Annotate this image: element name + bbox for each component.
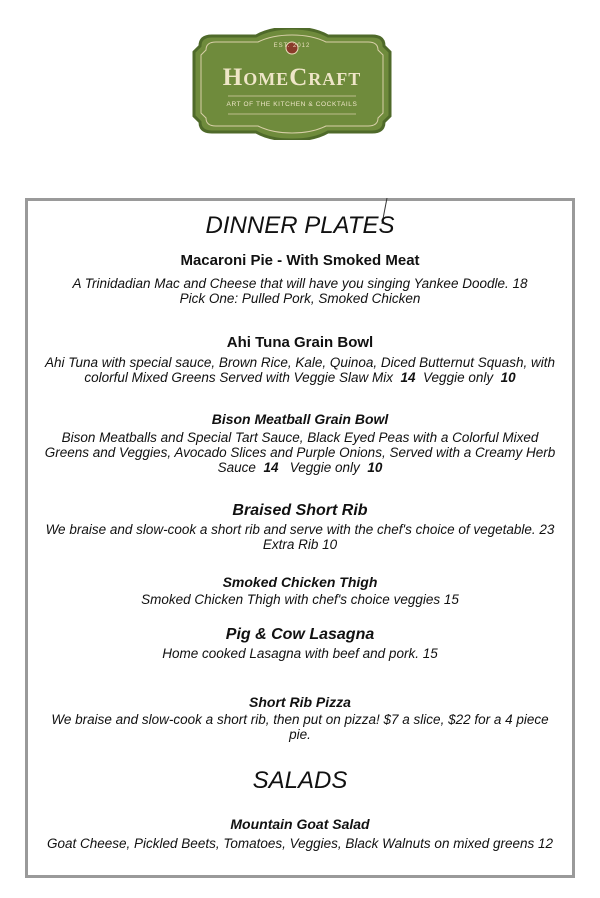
item-desc-braised-short-rib xyxy=(30,522,570,552)
item-desc-smoked-chicken-thigh xyxy=(30,592,570,607)
item-desc-macaroni-pie xyxy=(30,276,570,306)
desc-line: We braise and slow-cook a short rib and serve with the chef's choice of vegetable. 23 xyxy=(45,522,555,537)
desc-line: pie. xyxy=(289,727,311,742)
item-name-braised-short-rib: Braised Short Rib xyxy=(232,502,368,519)
item-name-short-rib-pizza: Short Rib Pizza xyxy=(249,694,351,710)
section-title-salads: SALADS xyxy=(252,767,348,794)
item-desc-mountain-goat-salad xyxy=(30,836,570,851)
desc-line: Home cooked Lasagna with beef and pork. 15 xyxy=(162,646,438,661)
desc-text: colorful Mixed Greens Served with Veggie Slaw Mix xyxy=(84,370,393,385)
veggie-price: 10 xyxy=(500,370,516,385)
desc-line: Bison Meatballs and Special Tart Sauce, Black Eyed Peas with a Colorful Mixed xyxy=(61,430,539,445)
logo-tagline: ART OF THE KITCHEN & COCKTAILS xyxy=(226,101,358,108)
item-price: 14 xyxy=(263,460,279,475)
item-name-mountain-goat-salad: Mountain Goat Salad xyxy=(230,816,370,832)
homecraft-logo xyxy=(186,28,398,140)
desc-line: We braise and slow-cook a short rib, then put on pizza! $7 a slice, $22 for a 4 piece xyxy=(51,712,549,727)
item-desc-bison-meatball xyxy=(30,430,570,475)
desc-text: Sauce xyxy=(217,460,256,475)
item-desc-short-rib-pizza xyxy=(30,712,570,742)
desc-line: Smoked Chicken Thigh with chef's choice veggies 15 xyxy=(141,592,459,607)
desc-line: A Trinidadian Mac and Cheese that will have you singing Yankee Doodle. 18 xyxy=(72,276,528,291)
item-name-smoked-chicken-thigh: Smoked Chicken Thigh xyxy=(222,574,378,590)
logo-brand-name: HomeCraft xyxy=(222,64,362,91)
veggie-label: Veggie only xyxy=(423,370,494,385)
item-desc-ahi-tuna xyxy=(30,355,570,385)
item-price: 14 xyxy=(400,370,416,385)
desc-line xyxy=(30,460,570,475)
desc-line: Ahi Tuna with special sauce, Brown Rice, Kale, Quinoa, Diced Butternut Squash, with xyxy=(44,355,555,370)
desc-line: Greens and Veggies, Avocado Slices and Purple Onions, Served with a Creamy Herb xyxy=(44,445,556,460)
item-name-bison-meatball: Bison Meatball Grain Bowl xyxy=(211,411,389,427)
section-title-dinner-plates: DINNER PLATES xyxy=(205,212,395,239)
desc-line: Extra Rib 10 xyxy=(262,537,338,552)
veggie-label: Veggie only xyxy=(289,460,360,475)
desc-line xyxy=(30,370,570,385)
item-name-macaroni-pie: Macaroni Pie - With Smoked Meat xyxy=(180,252,420,269)
item-desc-pig-cow-lasagna xyxy=(30,646,570,661)
item-name-ahi-tuna: Ahi Tuna Grain Bowl xyxy=(226,334,374,351)
desc-line: Pick One: Pulled Pork, Smoked Chicken xyxy=(179,291,421,306)
desc-line: Goat Cheese, Pickled Beets, Tomatoes, Veggies, Black Walnuts on mixed greens 12 xyxy=(46,836,554,851)
veggie-price: 10 xyxy=(367,460,383,475)
item-name-pig-cow-lasagna: Pig & Cow Lasagna xyxy=(225,626,375,643)
logo-established: EST. 2012 xyxy=(273,43,311,49)
